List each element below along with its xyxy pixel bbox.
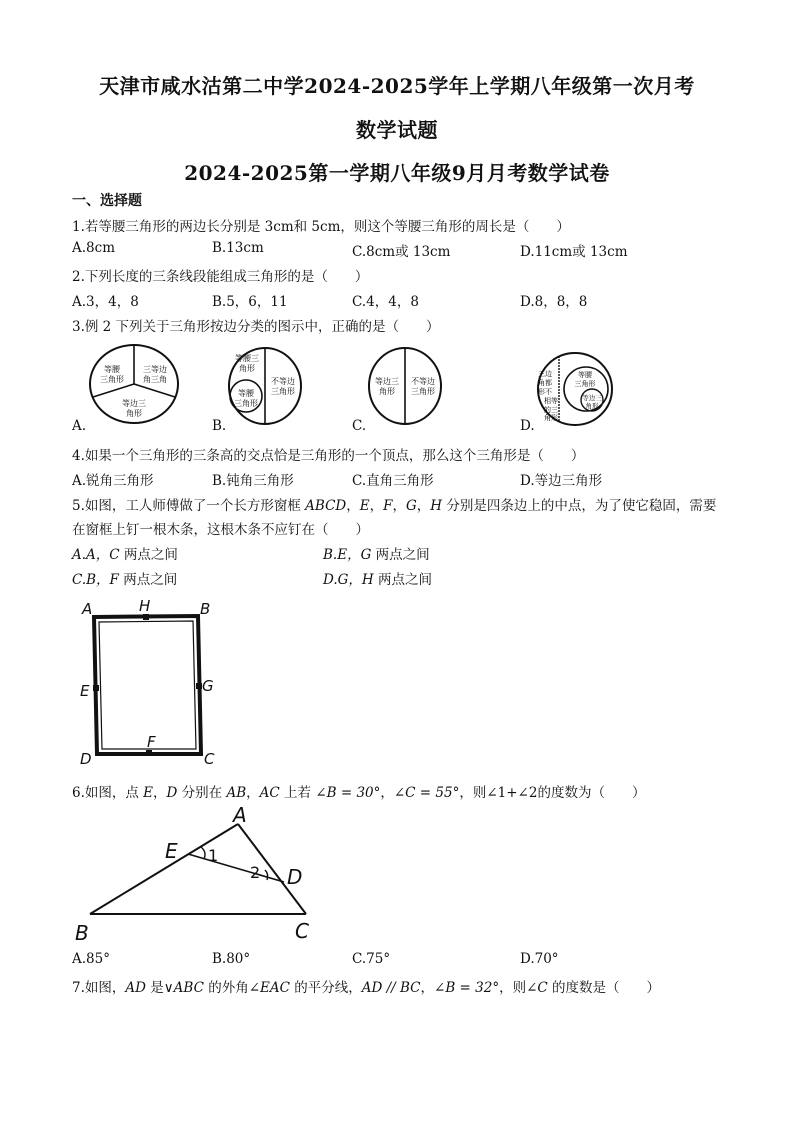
- q3d-label-left-4: 相等: [544, 397, 558, 405]
- q7-text: ，则: [499, 980, 527, 996]
- exam-paper-title: 2024-2025第一学期八年级9月月考数学试卷: [184, 161, 610, 185]
- q3a-label-tr-2: 角三角: [143, 375, 167, 384]
- q6-triangle-figure: [70, 804, 330, 946]
- q5-label-e: E: [80, 682, 90, 700]
- q3c-label-right-2: 三角形: [411, 387, 435, 396]
- q3a-label-tl-1: 等腰: [104, 365, 120, 374]
- q3b-label-small-1: 等腰三: [235, 354, 259, 363]
- q3b-label-right-2: 三角形: [271, 387, 295, 396]
- q2-option-b: B.5，6，11: [212, 294, 288, 310]
- q3a-label-tr-1: 三等边: [143, 365, 167, 374]
- q5-window-frame-figure: [70, 596, 230, 774]
- q4-option-b: B.钝角三角形: [212, 473, 294, 489]
- q3b-label-right-1: 不等边: [271, 377, 295, 386]
- q6-label-b: B: [75, 921, 89, 945]
- q6-label-a: A: [233, 804, 247, 827]
- q5-label-c: C: [204, 750, 215, 768]
- q2-option-c: C.4，4，8: [352, 294, 419, 310]
- q7-var-parallel: AD // BC: [361, 980, 421, 996]
- q3c-label-left-2: 角形: [379, 387, 395, 396]
- q3c-label-right-1: 不等边: [411, 377, 435, 386]
- q1-option-b: B.13cm: [212, 240, 264, 256]
- q3-option-d: D.: [520, 418, 535, 434]
- q7-sep: ，: [420, 980, 435, 996]
- q5-sep: ，: [416, 498, 431, 514]
- q5-option-a-vars: A.A，C: [72, 547, 120, 563]
- q6-option-b: B.80°: [212, 951, 251, 967]
- q1-stem: 1.若等腰三角形的两边长分别是 3cm和 5cm，则这个等腰三角形的周长是（ ）: [72, 219, 570, 235]
- q3d-label-top-2: 三角形: [574, 380, 596, 388]
- q5-label-a: A: [82, 600, 93, 618]
- q5-option-c: [72, 568, 177, 588]
- q5-option-b-text: 两点之间: [371, 547, 430, 563]
- q5-option-c-vars: C.B，F: [72, 572, 119, 588]
- q5-option-d-vars: D.G，H: [323, 572, 374, 588]
- q5-var-f: F: [383, 498, 393, 514]
- section-heading: 一、选择题: [72, 193, 142, 209]
- q1-option-c: C.8cm或 13cm: [352, 244, 451, 260]
- q5-option-d-text: 两点之间: [373, 572, 432, 588]
- q6-option-c: C.75°: [352, 951, 391, 967]
- q3b-label-inner-2: 三角形: [234, 399, 258, 408]
- q5-label-d: D: [80, 750, 92, 768]
- q5-option-b-vars: B.E，G: [323, 547, 372, 563]
- q3d-label-left-2: 角都: [538, 379, 552, 387]
- q3a-label-b-1: 等边三: [122, 399, 146, 408]
- q5-sep: ，: [346, 498, 360, 514]
- q5-var-abcd: ABCD: [305, 498, 347, 514]
- q6-stem: [72, 781, 645, 801]
- q6-condition-b: ∠B = 30°: [315, 785, 381, 801]
- q6-angle-2-label: 2: [250, 863, 261, 882]
- q1-option-a: A.8cm: [72, 240, 115, 256]
- q5-option-c-text: 两点之间: [118, 572, 178, 588]
- q5-sep: ，: [369, 498, 384, 514]
- q6-sep: ，: [246, 785, 260, 801]
- q3a-label-b-2: 角形: [126, 409, 142, 418]
- q7-text: 的外角: [203, 980, 249, 996]
- q6-sep: ，: [380, 785, 394, 801]
- q6-var-ac: AC: [259, 785, 280, 801]
- q3-figure-c: [365, 344, 449, 430]
- q7-text: 的平分线，: [289, 980, 362, 996]
- q7-var-angle-b: ∠B = 32°: [434, 980, 500, 996]
- q7-text: 是: [145, 980, 164, 996]
- q4-option-a: A.锐角三角形: [72, 473, 154, 489]
- q5-label-g: G: [202, 677, 214, 695]
- q3-figure-b: [225, 344, 309, 430]
- q3-option-c: C.: [352, 418, 367, 434]
- q6-text: ，则∠1+∠2的度数为（ ）: [459, 785, 646, 801]
- q5-option-a-text: 两点之间: [119, 547, 178, 563]
- q3d-label-left-3: 形不: [538, 388, 552, 396]
- q6-angle-1-label: 1: [208, 846, 219, 865]
- q5-var-g: G: [405, 498, 417, 514]
- q5-option-d: [323, 568, 432, 588]
- q2-option-a: A.3，4，8: [72, 294, 139, 310]
- q3-option-a: A.: [72, 418, 87, 434]
- q3d-label-left-1: 三边: [538, 370, 552, 378]
- q5-var-e: E: [359, 498, 370, 514]
- q6-label-d: D: [287, 865, 303, 889]
- q5-option-b: [323, 543, 430, 563]
- q7-text: 7.如图，: [72, 980, 126, 996]
- q6-text: 6.如图，点: [72, 785, 144, 801]
- exam-title: 天津市咸水沽第二中学2024-2025学年上学期八年级第一次月考: [99, 74, 695, 98]
- q6-var-d: D: [166, 785, 178, 801]
- q5-label-b: B: [200, 600, 211, 618]
- q5-stem-line1: [72, 494, 716, 514]
- q6-text: 分别在: [177, 785, 227, 801]
- q4-option-d: D.等边三角形: [520, 473, 603, 489]
- q2-option-d: D.8，8，8: [520, 294, 588, 310]
- q3d-label-left-6: 角形: [544, 414, 558, 422]
- q3d-label-top-1: 等腰: [578, 371, 592, 379]
- q6-text: 上若: [279, 785, 316, 801]
- q6-label-c: C: [295, 919, 309, 943]
- q5-text: 5.如图，工人师傅做了一个长方形窗框: [72, 498, 306, 514]
- q1-option-d: D.11cm或 13cm: [520, 244, 628, 260]
- q3-figure-d: [535, 348, 617, 432]
- q6-condition-c: ∠C = 55°: [393, 785, 460, 801]
- q7-text: 的度数是（ ）: [547, 980, 661, 996]
- q5-sep: ，: [392, 498, 406, 514]
- q7-var-ad: AD: [125, 980, 146, 996]
- q3d-label-bottom-1: 等边三: [582, 394, 602, 402]
- q6-option-d: D.70°: [520, 951, 559, 967]
- q5-label-h: H: [139, 597, 151, 615]
- q5-var-h: H: [430, 498, 443, 514]
- q4-stem: 4.如果一个三角形的三条高的交点恰是三角形的一个顶点，那么这个三角形是（ ）: [72, 448, 585, 464]
- q6-var-ab: AB: [226, 785, 247, 801]
- q3d-label-bottom-2: 角形: [585, 402, 599, 410]
- q3-stem: 3.例 2 下列关于三角形按边分类的图示中，正确的是（ ）: [72, 319, 440, 335]
- q6-var-e: E: [143, 785, 154, 801]
- q3a-label-tl-2: 三角形: [100, 375, 124, 384]
- q6-sep: ，: [153, 785, 167, 801]
- q6-option-a: A.85°: [72, 951, 110, 967]
- q7-stem: [72, 976, 660, 996]
- q2-stem: 2.下列长度的三条线段能组成三角形的是（ ）: [72, 269, 369, 285]
- q3c-label-left-1: 等边三: [375, 377, 399, 386]
- q5-option-a: [72, 543, 178, 563]
- q7-var-triangle: ∨ABC: [163, 980, 204, 996]
- q5-label-f: F: [147, 733, 156, 751]
- q5-stem-line2: 在窗框上钉一根木条，这根木条不应钉在（ ）: [72, 522, 369, 538]
- q3-figure-a: [86, 342, 186, 428]
- q6-label-e: E: [165, 839, 178, 863]
- exam-subtitle: 数学试题: [356, 118, 438, 142]
- q4-option-c: C.直角三角形: [352, 473, 434, 489]
- q3d-label-left-5: 的三: [544, 406, 558, 414]
- q7-var-angle-eac: ∠EAC: [248, 980, 290, 996]
- q5-text: 分别是四条边上的中点，为了使它稳固，需要: [442, 498, 717, 514]
- q3-option-b: B.: [212, 418, 227, 434]
- q3b-label-small-2: 角形: [239, 364, 255, 373]
- q3b-label-inner-1: 等腰: [238, 389, 254, 398]
- q7-var-angle-c: ∠C: [526, 980, 548, 996]
